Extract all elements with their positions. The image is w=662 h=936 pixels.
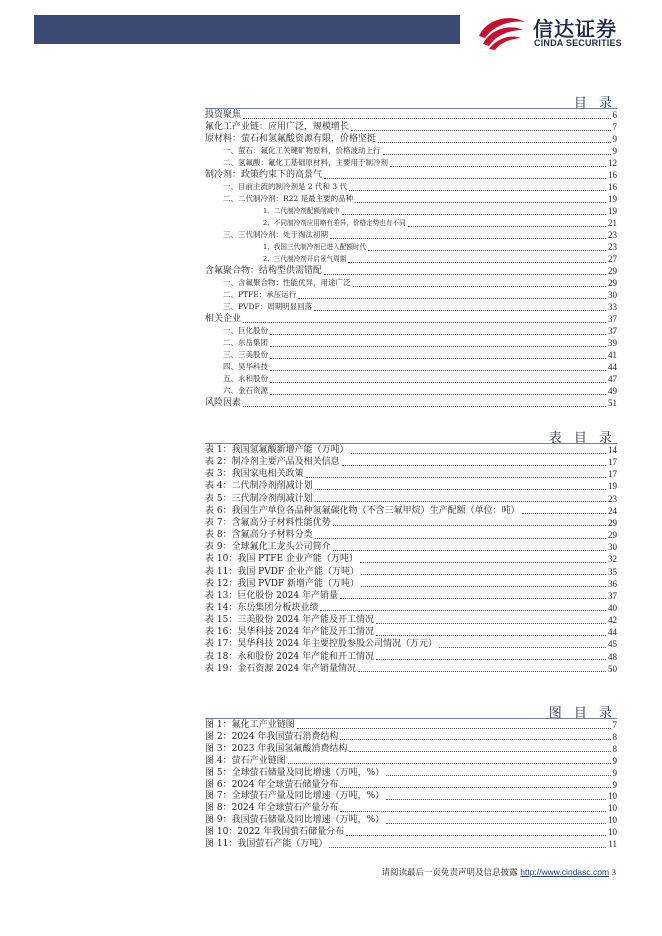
- table-list-entry-page: 44: [608, 627, 617, 638]
- dot-leader: [324, 178, 606, 179]
- toc-entry[interactable]: [223, 337, 617, 349]
- table-list-entry[interactable]: [205, 553, 617, 565]
- footer-disclaimer: 请阅读最后一页免责声明及信息披露: [381, 868, 518, 878]
- figure-list-entry-label: 图 6：2024 年全球萤石储量分布: [205, 779, 339, 790]
- table-list-entry[interactable]: [205, 529, 617, 541]
- dot-leader: [314, 310, 606, 311]
- toc-title: 目 录: [573, 96, 616, 111]
- toc-entry-page: 27: [608, 254, 617, 264]
- figure-list-entry-page: 8: [612, 731, 617, 742]
- dot-leader: [270, 346, 606, 347]
- toc-entry[interactable]: [223, 229, 617, 241]
- cinda-logo-icon: [477, 14, 527, 50]
- toc-entry-page: 51: [608, 398, 617, 408]
- dot-leader: [383, 154, 611, 155]
- dot-leader: [315, 538, 606, 539]
- dot-leader: [306, 477, 606, 478]
- table-list-entry[interactable]: [205, 444, 617, 456]
- toc-entry-page: 29: [608, 278, 617, 288]
- toc-entry-page: 16: [608, 182, 617, 192]
- figure-list-entry[interactable]: [205, 731, 617, 743]
- toc-entry[interactable]: [205, 265, 617, 277]
- dot-leader: [243, 406, 606, 407]
- toc-entry-page: 23: [608, 242, 617, 252]
- table-list-entry[interactable]: [205, 614, 617, 626]
- figure-list-entry-page: 8: [612, 743, 617, 754]
- footer-page-number: 3: [611, 867, 616, 877]
- dot-leader: [315, 501, 606, 502]
- table-list-entry[interactable]: [205, 480, 617, 492]
- tables-toc-title: 表 目 录: [548, 431, 616, 446]
- figure-list-entry[interactable]: [205, 802, 617, 814]
- toc-entry[interactable]: [223, 157, 617, 169]
- toc-entry-label: 二、PTFE：承压运行: [223, 290, 297, 299]
- toc-entry[interactable]: [223, 145, 617, 157]
- dot-leader: [315, 489, 606, 490]
- figure-list-entry-page: 7: [612, 720, 617, 730]
- dot-leader: [522, 513, 606, 514]
- table-list-entry[interactable]: [205, 456, 617, 468]
- figure-list-entry-label: 图 5：全球萤石储量及同比增速（万吨，%）: [205, 767, 385, 778]
- table-list-entry-page: 50: [608, 663, 617, 674]
- toc-entry-page: 39: [608, 338, 617, 348]
- dot-leader: [349, 751, 610, 752]
- dot-leader: [378, 142, 610, 143]
- toc-entry-label: 六、金石资源: [223, 386, 268, 395]
- dot-leader: [330, 238, 606, 239]
- table-list-entry-page: 14: [608, 445, 617, 455]
- table-list-entry-label: 表 5：三代制冷剂削减计划: [205, 493, 313, 504]
- toc-entry-label: 三、三美股份: [223, 350, 268, 359]
- logo-english-text: CINDA SECURITIES: [534, 38, 622, 48]
- figure-list-entry[interactable]: [205, 838, 617, 850]
- toc-entry-page: 29: [608, 266, 617, 276]
- toc-entry-page: 37: [608, 314, 617, 324]
- dot-leader: [320, 610, 606, 611]
- toc-entry-label: 一、目前主流的制冷剂是 2 代和 3 代: [223, 182, 348, 191]
- toc-entry-page: 33: [608, 302, 617, 312]
- toc-entry-label: 1、我国三代制冷剂已进入配额时代: [263, 243, 367, 251]
- toc-entry[interactable]: [223, 289, 617, 301]
- figure-list-entry-page: 9: [612, 767, 617, 778]
- dot-leader: [386, 823, 606, 824]
- toc-entry-page: 41: [608, 350, 617, 360]
- toc-entry[interactable]: [263, 217, 617, 229]
- dot-leader: [270, 334, 606, 335]
- table-list-entry-label: 表 12：我国 PVDF 新增产能（万吨）: [205, 578, 360, 589]
- table-list-entry-page: 40: [608, 602, 617, 613]
- table-list-entry[interactable]: [205, 638, 617, 650]
- table-list-entry[interactable]: [205, 626, 617, 638]
- toc-entry[interactable]: [263, 253, 617, 265]
- figure-list-entry[interactable]: [205, 790, 617, 802]
- toc-entry-page: 19: [608, 194, 617, 204]
- table-list-entry-page: 45: [608, 639, 617, 650]
- toc-entry[interactable]: [223, 325, 617, 337]
- toc-entry-label: 三、三代制冷剂：处于淘汰初期: [223, 230, 328, 239]
- dot-leader: [376, 635, 606, 636]
- figure-list-entry[interactable]: [205, 767, 617, 779]
- figure-list-entry-page: 10: [608, 791, 617, 802]
- table-list-entry-label: 表 10：我国 PTFE 企业产能（万吨）: [205, 554, 358, 565]
- table-list-entry-label: 表 14：东岳集团分板块业绩: [205, 602, 319, 613]
- dot-leader: [361, 586, 606, 587]
- dot-leader: [376, 623, 606, 624]
- logo-chinese-text: 信达证券: [533, 17, 617, 41]
- dot-leader: [333, 550, 606, 551]
- toc-entry-label: 一、萤石：氟化工关键矿物原料，价格波动上行: [223, 146, 381, 155]
- toc-entry[interactable]: [223, 385, 617, 397]
- figure-list-entry-page: 11: [608, 839, 617, 849]
- toc-entry[interactable]: [205, 109, 617, 121]
- figures-toc-title: 图 目 录: [548, 706, 616, 721]
- toc-entry[interactable]: [205, 313, 617, 325]
- table-list-entry[interactable]: [205, 578, 617, 590]
- toc-entry[interactable]: [223, 193, 617, 205]
- toc-entry[interactable]: [263, 205, 617, 217]
- toc-entry[interactable]: [223, 349, 617, 361]
- table-list-entry-page: 23: [608, 493, 617, 504]
- table-list-entry-label: 表 19：金石资源 2024 年产销量情况: [205, 663, 356, 674]
- toc-entry-page: 19: [608, 206, 617, 216]
- figure-list-entry-page: 9: [612, 779, 617, 790]
- dot-leader: [297, 728, 611, 729]
- toc-entry-label: 一、巨化股份: [223, 326, 268, 335]
- toc-entry[interactable]: [205, 397, 617, 409]
- figure-list-entry[interactable]: [205, 826, 617, 838]
- dot-leader: [288, 763, 611, 764]
- figure-list-entry-page: 10: [608, 815, 617, 826]
- toc-entry-label: 四、昊华科技: [223, 362, 268, 371]
- table-list-entry-page: 29: [608, 517, 617, 528]
- toc-entry-label: 二、氢氟酸：氟化工基础原材料，主要用于制冷剂: [223, 158, 388, 167]
- table-list-entry-label: 表 11：我国 PVDF 企业产能（万吨）: [205, 566, 360, 577]
- toc-entry-label: 五、永和股份: [223, 374, 268, 383]
- dot-leader: [355, 202, 606, 203]
- toc-entry-label: 氟化工产业链：应用广泛，规模增长: [205, 122, 350, 132]
- table-list-entry-label: 表 17：昊华科技 2024 年主要控股参股公司情况（万元）: [205, 639, 437, 650]
- dot-leader: [243, 118, 610, 119]
- dot-leader: [358, 671, 606, 672]
- table-list-entry-page: 17: [608, 469, 617, 480]
- table-list-entry-label: 表 3：我国家电相关政策: [205, 469, 304, 480]
- toc-entry-page: 44: [608, 362, 617, 372]
- table-list-entry-label: 表 18：永和股份 2024 年产能和开工情况: [205, 651, 374, 662]
- toc-entry-label: 三、PVDF：周期明显回落: [223, 302, 313, 311]
- table-list-entry-label: 表 15：三美股份 2024 年产能及开工情况: [205, 615, 374, 626]
- table-list-entry-label: 表 16：昊华科技 2024 年产能及开工情况: [205, 627, 374, 638]
- toc-entry-page: 7: [612, 122, 617, 132]
- toc-entry-page: 37: [608, 326, 617, 336]
- table-list-entry-label: 表 8：含氟高分子材料分类: [205, 530, 313, 541]
- toc-entry[interactable]: [223, 301, 617, 313]
- dot-leader: [351, 130, 610, 131]
- toc-entry-label: 2、不同制冷剂应用略有差异，价格走势也有不同: [263, 219, 406, 227]
- dot-leader: [360, 562, 606, 563]
- table-list-entry-label: 表 1：我国氢氟酸新增产能（万吨）: [205, 445, 349, 455]
- toc-entry-label: 原材料：萤石和氢氟酸资源有限，价格坚挺: [205, 134, 377, 144]
- page-footer: [382, 866, 616, 878]
- dot-leader: [376, 659, 606, 660]
- toc-entry-label: 2、三代制冷剂开启景气周期: [263, 255, 347, 263]
- dot-leader: [340, 598, 606, 599]
- table-list-entry-page: 24: [608, 505, 617, 516]
- toc-entry-label: 相关企业: [205, 314, 242, 324]
- dot-leader: [298, 298, 606, 299]
- toc-entry-page: 49: [608, 386, 617, 396]
- header-bar: [34, 15, 460, 44]
- toc-entry[interactable]: [263, 241, 617, 253]
- toc-entry-page: 30: [608, 290, 617, 300]
- figure-list-entry-label: 图 10：2022 年我国萤石储量分布: [205, 827, 345, 838]
- table-list-entry-page: 37: [608, 590, 617, 601]
- toc-entry-page: 47: [608, 374, 617, 384]
- dot-leader: [353, 286, 607, 287]
- table-list-entry-page: 32: [608, 554, 617, 565]
- table-list-entry-label: 表 9：全球氟化工龙头公司简介: [205, 542, 331, 553]
- figure-list-entry-label: 图 3：2023 年我国氢氟酸消费结构: [205, 743, 348, 754]
- dot-leader: [342, 465, 606, 466]
- table-list-entry[interactable]: [205, 541, 617, 553]
- dot-leader: [340, 787, 610, 788]
- dot-leader: [243, 322, 606, 323]
- table-list-entry[interactable]: [205, 663, 617, 675]
- dot-leader: [342, 214, 606, 215]
- toc-entry-page: 9: [612, 146, 617, 156]
- toc-entry-label: 二、东岳集团: [223, 338, 268, 347]
- figure-list-entry[interactable]: [205, 779, 617, 791]
- dot-leader: [386, 799, 606, 800]
- toc-entry-page: 6: [612, 110, 617, 120]
- table-list-entry[interactable]: [205, 602, 617, 614]
- dot-leader: [270, 370, 606, 371]
- toc-entry-label: 二、二代制冷剂：R22 是最主要的品种: [223, 194, 354, 203]
- table-list-entry[interactable]: [205, 651, 617, 663]
- dot-leader: [270, 394, 606, 395]
- figure-list-entry-page: 9: [612, 755, 617, 766]
- table-list-entry-page: 36: [608, 578, 617, 589]
- figure-list-entry-label: 图 9：我国萤石储量及同比增速（万吨，%）: [205, 815, 385, 826]
- figure-list-entry[interactable]: [205, 743, 617, 755]
- table-list-entry-label: 表 7：含氟高分子材料性能优势: [205, 517, 331, 528]
- dot-leader: [351, 453, 606, 454]
- dot-leader: [340, 811, 606, 812]
- toc-entry[interactable]: [223, 373, 617, 385]
- figure-list-entry-label: 图 1：氟化工产业链图: [205, 720, 295, 730]
- toc-entry[interactable]: [205, 121, 617, 133]
- figure-list-entry-label: 图 7：全球萤石产量及同比增速（万吨，%）: [205, 791, 385, 802]
- toc-entry[interactable]: [205, 133, 617, 145]
- figure-list-entry[interactable]: [205, 814, 617, 826]
- table-list-entry-label: 表 13：巨化股份 2024 年产销量: [205, 590, 338, 601]
- table-list-entry[interactable]: [205, 517, 617, 529]
- dot-leader: [340, 739, 610, 740]
- toc-entry[interactable]: [205, 169, 617, 181]
- dot-leader: [390, 166, 606, 167]
- dot-leader: [361, 574, 606, 575]
- dot-leader: [386, 775, 610, 776]
- figure-list-entry-page: 10: [608, 803, 617, 814]
- table-list-entry-page: 48: [608, 651, 617, 662]
- table-list-entry-page: 19: [608, 481, 617, 492]
- dot-leader: [270, 382, 606, 383]
- toc-entry-label: 投资聚焦: [205, 110, 242, 120]
- toc-entry-label: 一、含氟聚合物：性能优异，用途广泛: [223, 278, 351, 287]
- figure-list-entry-page: 10: [608, 827, 617, 838]
- toc-entry[interactable]: [223, 361, 617, 373]
- toc-entry-page: 23: [608, 230, 617, 240]
- toc-entry-label: 制冷剂：政策约束下的高景气: [205, 170, 323, 180]
- table-list-entry[interactable]: [205, 505, 617, 517]
- toc-entry-label: 含氟聚合物：结构型供需错配: [205, 266, 323, 276]
- toc-entry[interactable]: [223, 181, 617, 193]
- table-list-entry[interactable]: [205, 566, 617, 578]
- dot-leader: [333, 525, 606, 526]
- table-list-entry-page: 17: [608, 457, 617, 468]
- figure-list-entry[interactable]: [205, 755, 617, 767]
- table-list-entry-page: 35: [608, 566, 617, 577]
- figure-list-entry[interactable]: [205, 719, 617, 731]
- dot-leader: [270, 358, 606, 359]
- toc-entry-page: 16: [608, 170, 617, 180]
- dot-leader: [346, 835, 606, 836]
- table-list-entry-label: 表 4：二代制冷剂削减计划: [205, 481, 313, 492]
- toc-entry-page: 12: [608, 158, 617, 168]
- dot-leader: [348, 262, 606, 263]
- dot-leader: [368, 250, 606, 251]
- footer-website-link[interactable]: http://www.cindasc.com: [520, 867, 610, 877]
- toc-entry-label: 风险因素: [205, 398, 242, 408]
- table-list-entry-label: 表 6：我国生产单位各品种氢氟碳化物（不含三氟甲烷）生产配额（单位：吨）: [205, 505, 520, 516]
- cinda-logo: [477, 12, 642, 50]
- dot-leader: [439, 647, 606, 648]
- toc-entry-label: 1、二代制冷剂配额削减中: [263, 207, 340, 215]
- table-list-entry-page: 30: [608, 542, 617, 553]
- figure-list-entry-label: 图 2：2024 年我国萤石消费结构: [205, 731, 339, 742]
- toc-entry-page: 9: [612, 134, 617, 144]
- figure-list-entry-label: 图 4：萤石产业链图: [205, 755, 286, 766]
- dot-leader: [349, 190, 606, 191]
- table-list-entry[interactable]: [205, 590, 617, 602]
- table-list-entry-page: 42: [608, 615, 617, 626]
- table-list-entry-page: 29: [608, 530, 617, 541]
- table-list-entry-label: 表 2：制冷剂主要产品及相关信息: [205, 457, 340, 468]
- table-list-entry[interactable]: [205, 493, 617, 505]
- figure-list-entry-label: 图 8：2024 年全球萤石产量分布: [205, 803, 339, 814]
- toc-entry-page: 21: [608, 218, 617, 228]
- dot-leader: [329, 847, 606, 848]
- toc-entry[interactable]: [223, 277, 617, 289]
- dot-leader: [324, 274, 606, 275]
- figure-list-entry-label: 图 11：我国萤石产能（万吨）: [205, 839, 328, 849]
- dot-leader: [408, 226, 606, 227]
- table-list-entry[interactable]: [205, 468, 617, 480]
